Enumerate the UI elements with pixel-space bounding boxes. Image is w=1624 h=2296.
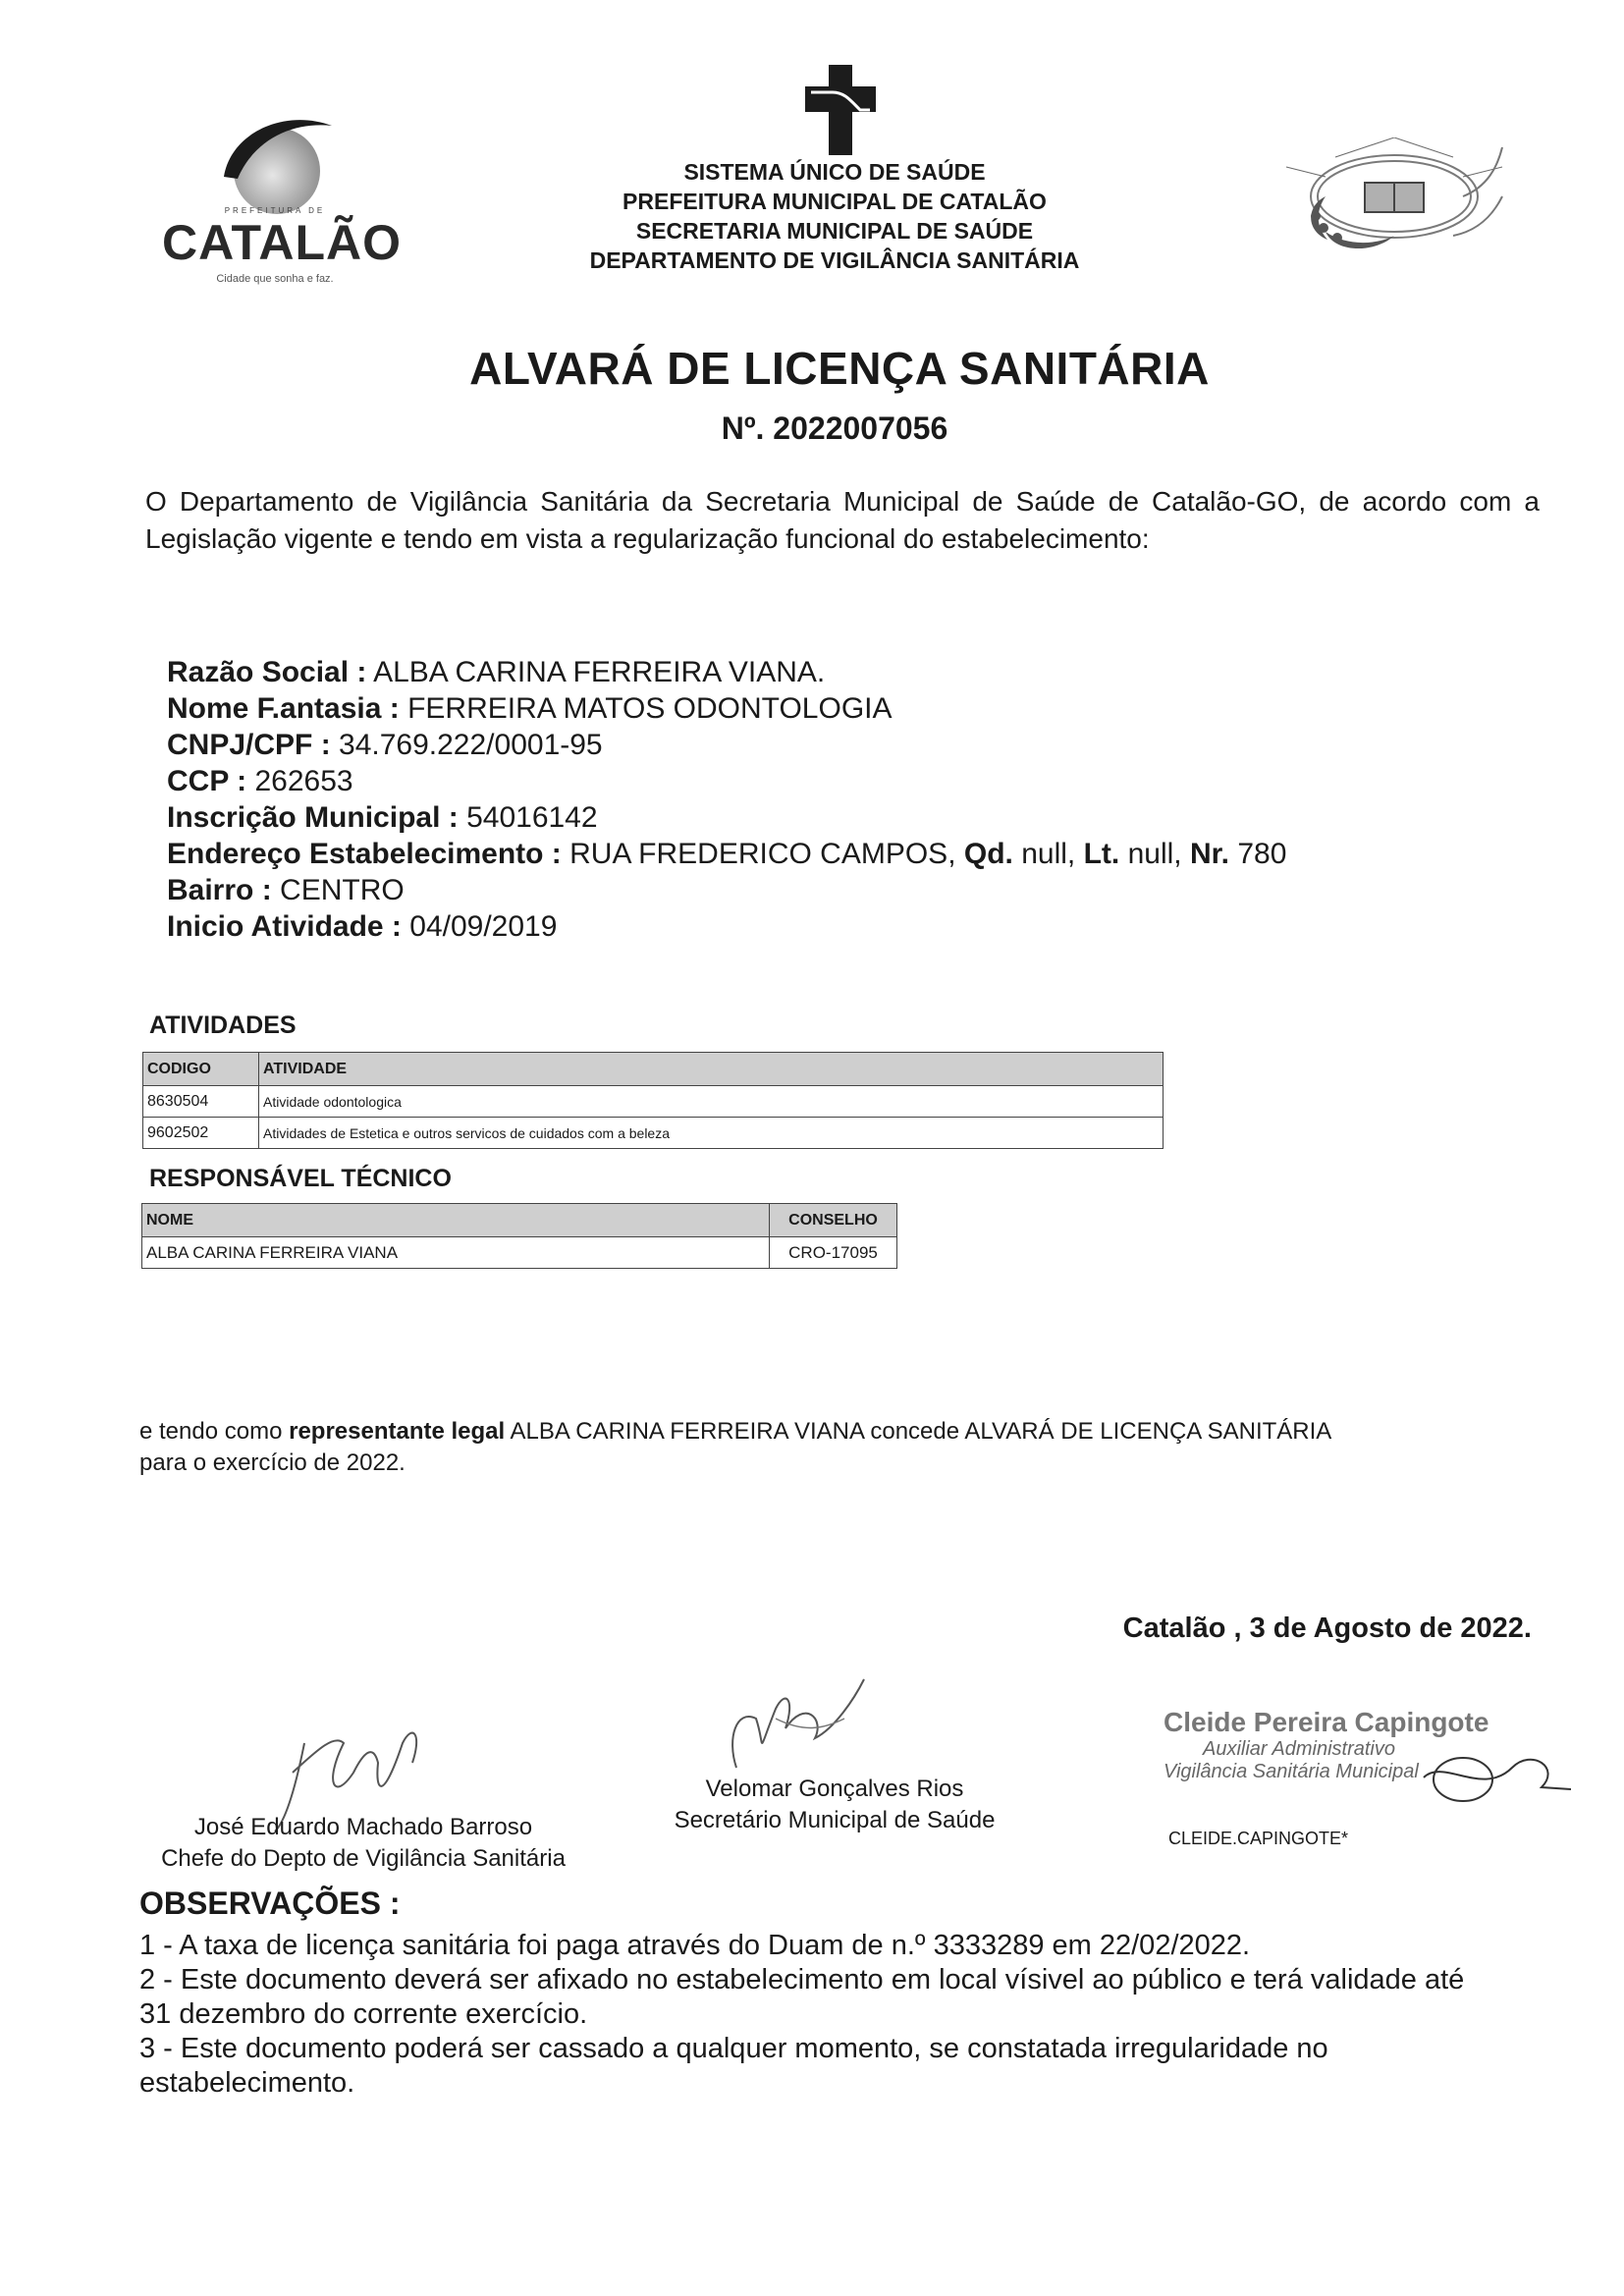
observacao-item: 3 - Este documento poderá ser cassado a qualquer momento, se constatada irregularidade no estabelecimento. [139, 2033, 1328, 2099]
chefe-signature [137, 1812, 589, 1875]
cnpj-value: 34.769.222/0001-95 [339, 729, 603, 761]
col-codigo: CODIGO [143, 1053, 259, 1086]
fantasia-label: Nome F.antasia : [167, 692, 400, 725]
bairro-label: Bairro : [167, 874, 272, 906]
nome-cell: ALBA CARINA FERREIRA VIANA [142, 1237, 770, 1269]
table-row [142, 1237, 897, 1269]
closing-statement [139, 1416, 1514, 1479]
razao-label: Razão Social : [167, 656, 367, 688]
razao-value: ALBA CARINA FERREIRA VIANA. [373, 656, 826, 688]
qd-label: Qd. [963, 838, 1013, 870]
atividade-cell: Atividades de Estetica e outros servicos de cuidados com a beleza [259, 1118, 1164, 1149]
secretario-role: Secretário Municipal de Saúde [674, 1807, 996, 1833]
closing-prefix: e tendo como [139, 1418, 283, 1445]
ccp-label: CCP : [167, 765, 247, 797]
observacoes-list [139, 1929, 1475, 2101]
atividades-table [142, 1052, 1164, 1149]
closing-bold: representante legal [289, 1418, 506, 1445]
table-row [143, 1086, 1164, 1118]
inicio-value: 04/09/2019 [409, 910, 558, 943]
field-inscricao [167, 799, 1492, 836]
stamp-role-2: Vigilância Sanitária Municipal [1164, 1761, 1419, 1782]
cleide-stamp [1164, 1707, 1576, 1783]
bairro-value: CENTRO [280, 874, 405, 906]
secretario-signature-icon [717, 1660, 884, 1787]
emblem-book-laurel-icon [1267, 137, 1522, 265]
fantasia-value: FERREIRA MATOS ODONTOLOGIA [407, 692, 893, 725]
table-header-row [143, 1053, 1164, 1086]
establishment-fields [167, 654, 1492, 945]
inscricao-value: 54016142 [466, 801, 598, 834]
catalao-logo [157, 108, 402, 285]
field-nome-fantasia [167, 690, 1492, 727]
ccp-value: 262653 [254, 765, 353, 797]
secretario-name: Velomar Gonçalves Rios [705, 1776, 964, 1802]
responsavel-table [141, 1203, 897, 1269]
chefe-name: José Eduardo Machado Barroso [193, 1814, 533, 1840]
header-line-2: PREFEITURA MUNICIPAL DE CATALÃO [623, 189, 1047, 214]
atividade-cell: Atividade odontologica [259, 1086, 1164, 1118]
header-line-4: DEPARTAMENTO DE VIGILÂNCIA SANITÁRIA [589, 247, 1080, 273]
aux-login: CLEIDE.CAPINGOTE* [1168, 1829, 1349, 1848]
responsavel-title: RESPONSÁVEL TÉCNICO [149, 1165, 452, 1192]
col-conselho: CONSELHO [770, 1204, 897, 1237]
license-number: Nº. 2022007056 [721, 410, 948, 446]
intro-paragraph: O Departamento de Vigilância Sanitária da Secretaria Municipal de Saúde de Catalão-GO, de acordo com a Legislação vigente e tendo em vista a regularização funcional do estabelecimento: [145, 486, 1540, 554]
issue-date: Catalão , 3 de Agosto de 2022. [1122, 1613, 1532, 1644]
col-atividade: ATIVIDADE [259, 1053, 1164, 1086]
field-cnpj [167, 727, 1492, 763]
observacao-item: 2 - Este documento deverá ser afixado no estabelecimento em local vísivel ao público e terá validade até 31 dezembro do corrente exercício. [139, 1964, 1465, 2030]
logo-city: CATALÃO [162, 215, 402, 270]
cnpj-label: CNPJ/CPF : [167, 729, 331, 761]
endereco-label: Endereço Estabelecimento : [167, 838, 562, 870]
table-header-row [142, 1204, 897, 1237]
logo-slogan: Cidade que sonha e faz. [216, 273, 334, 285]
field-inicio-atividade [167, 908, 1492, 945]
header-line-1: SISTEMA ÚNICO DE SAÚDE [683, 159, 986, 185]
logo-prefix: PREFEITURA DE [224, 206, 326, 215]
conselho-cell: CRO-17095 [770, 1237, 897, 1269]
closing-middle: ALBA CARINA FERREIRA VIANA concede ALVARÁ DE LICENÇA SANITÁRIA [510, 1418, 1332, 1445]
header-institution [511, 157, 1159, 275]
inscricao-label: Inscrição Municipal : [167, 801, 459, 834]
sus-cross-icon [805, 65, 876, 155]
stamp-role-1: Auxiliar Administrativo [1203, 1738, 1395, 1760]
codigo-cell: 9602502 [143, 1118, 259, 1149]
field-bairro [167, 872, 1492, 908]
col-nome: NOME [142, 1204, 770, 1237]
nr-value: 780 [1237, 838, 1287, 870]
logo-arc-icon [216, 108, 334, 216]
lt-label: Lt. [1083, 838, 1120, 870]
atividades-title: ATIVIDADES [149, 1011, 297, 1039]
header-line-3: SECRETARIA MUNICIPAL DE SAÚDE [635, 218, 1034, 244]
field-razao-social [167, 654, 1492, 690]
document-title: ALVARÁ DE LICENÇA SANITÁRIA [469, 343, 1210, 394]
field-ccp [167, 763, 1492, 799]
qd-value: null, [1021, 838, 1076, 870]
observacao-item: 1 - A taxa de licença sanitária foi paga através do Duam de n.º 3333289 em 22/02/2022. [139, 1930, 1251, 1961]
observacoes-title: OBSERVAÇÕES : [139, 1886, 401, 1921]
stamp-name: Cleide Pereira Capingote [1164, 1707, 1489, 1737]
endereco-street: RUA FREDERICO CAMPOS, [569, 838, 956, 870]
field-endereco [167, 836, 1492, 872]
nr-label: Nr. [1190, 838, 1230, 870]
closing-line2: para o exercício de 2022. [139, 1449, 406, 1476]
lt-value: null, [1127, 838, 1182, 870]
secretario-signature [628, 1774, 1041, 1836]
table-row [143, 1118, 1164, 1149]
chefe-role: Chefe do Depto de Vigilância Sanitária [161, 1845, 566, 1872]
codigo-cell: 8630504 [143, 1086, 259, 1118]
inicio-label: Inicio Atividade : [167, 910, 402, 943]
